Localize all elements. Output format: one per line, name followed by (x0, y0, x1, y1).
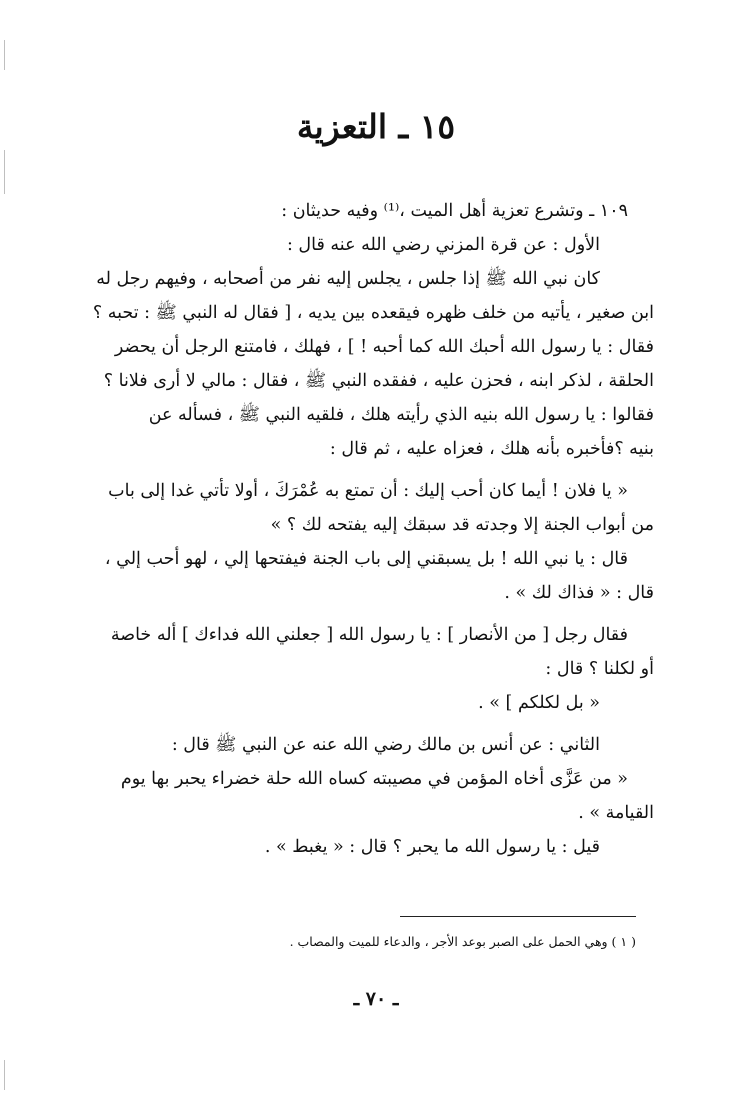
hadith-one-line: ابن صغير ، يأتيه من خلف ظهره فيقعده بين يديه ، [ فقال له النبي ﷺ : تحبه ؟ (92, 303, 654, 323)
second-hadith-line: « من عَزَّى أخاه المؤمن في مصيبته كساه الله حلة خضراء يحبر بها يوم (120, 769, 628, 789)
prophet-quote-line: من أبواب الجنة إلا وجدته قد سبقك إليه يفتحه لك ؟ » (270, 515, 654, 535)
scan-edge-mark (4, 150, 5, 194)
paragraph-109-line: ١٠٩ ـ وتشرع تعزية أهل الميت ،⁽¹⁾ وفيه حديثان : (281, 201, 628, 221)
hadith-one-line: فقال : يا رسول الله أحبك الله كما أحبه ! ] ، فهلك ، فامتنع الرجل أن يحضر (114, 337, 654, 357)
reply-line: قال : « فذاك لك » . (504, 583, 654, 603)
ansar-question-line: أو لكلنا ؟ قال : (545, 659, 654, 679)
hadith-one-line: الحلقة ، لذكر ابنه ، فحزن عليه ، ففقده النبي ﷺ ، فقال : مالي لا أرى فلانا ؟ (103, 371, 654, 391)
ansar-answer-line: « بل لكلكم ] » . (478, 693, 600, 713)
second-hadith-line: قيل : يا رسول الله ما يحبر ؟ قال : « يغبط » . (264, 837, 600, 857)
footnote-separator (400, 916, 636, 917)
scan-edge-mark (4, 40, 5, 70)
reply-line: قال : يا نبي الله ! بل يسبقني إلى باب الجنة فيفتحها إلي ، لهو أحب إلي ، (104, 549, 628, 569)
hadith-one-line: كان نبي الله ﷺ إذا جلس ، يجلس إليه نفر من أصحابه ، وفيهم رجل له (96, 269, 600, 289)
hadith-one-line: فقالوا : يا رسول الله بنيه الذي رأيته هلك ، فلقيه النبي ﷺ ، فسأله عن (148, 405, 654, 425)
ansar-question-line: فقال رجل [ من الأنصار ] : يا رسول الله [ جعلني الله فداءك ] أله خاصة (110, 625, 628, 645)
page-number: ـ ٧٠ ـ (353, 988, 399, 1010)
footnote: ( ١ ) وهي الحمل على الصبر بوعد الأجر ، والدعاء للميت والمصاب . (289, 934, 636, 949)
scan-edge-mark (4, 1060, 5, 1090)
prophet-quote-line: « يا فلان ! أيما كان أحب إليك : أن تمتع به عُمْرَكَ ، أولا تأتي غدا إلى باب (108, 481, 628, 501)
chapter-title: ١٥ ـ التعزية (296, 107, 456, 146)
second-hadith-heading: الثاني : عن أنس بن مالك رضي الله عنه عن النبي ﷺ قال : (171, 735, 600, 755)
first-hadith-heading: الأول : عن قرة المزني رضي الله عنه قال : (286, 235, 600, 255)
hadith-one-line: بنيه ؟فأخبره بأنه هلك ، فعزاه عليه ، ثم قال : (329, 439, 654, 459)
second-hadith-line: القيامة » . (578, 803, 654, 823)
main-text (82, 194, 654, 864)
